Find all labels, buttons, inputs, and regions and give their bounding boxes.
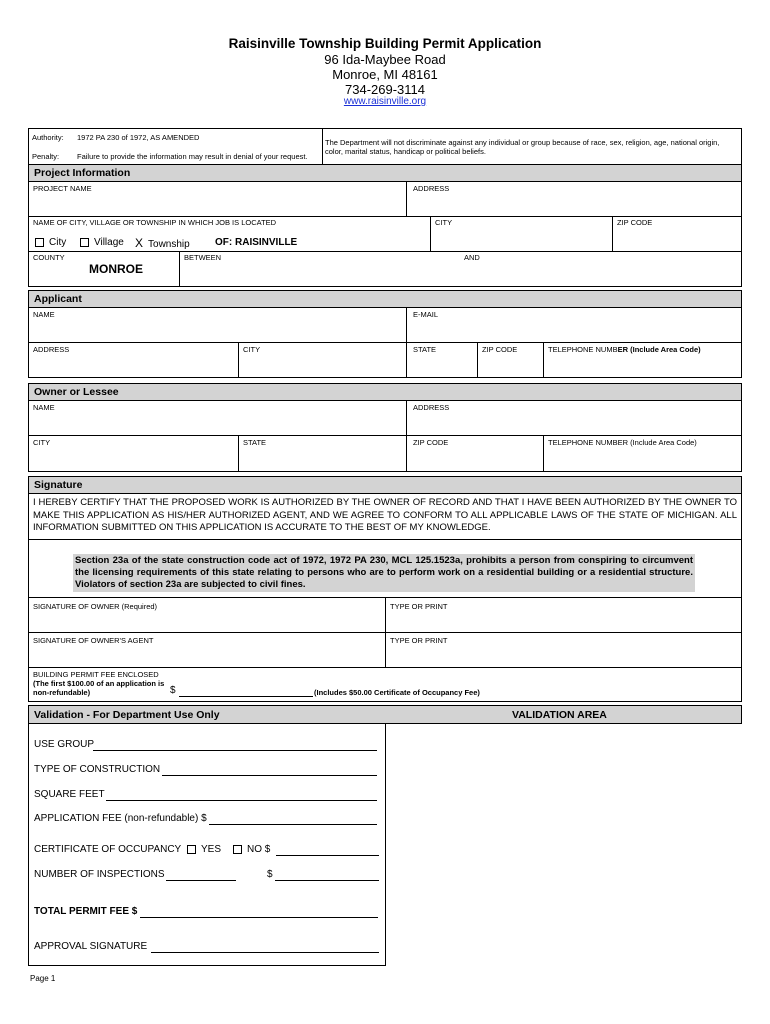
project-city-label: CITY <box>435 218 453 227</box>
certificate-occupancy-label: CERTIFICATE OF OCCUPANCY <box>34 844 182 855</box>
construction-type-input[interactable] <box>162 775 377 776</box>
village-checkbox[interactable] <box>80 238 89 247</box>
owner-address-label: ADDRESS <box>413 403 450 412</box>
signature-heading: Signature <box>29 477 741 494</box>
owner-state-label: STATE <box>243 438 267 447</box>
application-fee-input[interactable] <box>209 824 377 825</box>
page-number: Page 1 <box>30 974 56 983</box>
applicant-phone-label: TELEPHONE NUMBER (Include Area Code) <box>548 345 701 354</box>
inspections-count-input[interactable] <box>166 880 236 881</box>
certification-statement: I HEREBY CERTIFY THAT THE PROPOSED WORK IS AUTHORIZED BY THE OWNER OF RECORD AND THAT I HAVE BEEN AUTHORIZED BY THE OWNER TO MAKE THIS APPLICATION AS HIS/HER AUTHORIZED AGENT, AND WE AGREE TO CONFORM TO ALL APPLICABLE LAWS OF THE STATE OF MICHIGAN. ALL INFORMATION SUBMITTED ON THIS APPLICATION IS ACCURATE TO THE BEST OF MY KNOWLEDGE. <box>33 497 737 533</box>
township-phone: 734-269-3114 <box>345 82 425 97</box>
applicant-section <box>28 290 742 378</box>
authority-label: Authority: <box>32 133 64 142</box>
project-information-heading: Project Information <box>29 165 741 182</box>
owner-signature-label: SIGNATURE OF OWNER (Required) <box>33 602 158 611</box>
applicant-name-label: NAME <box>33 310 55 319</box>
jurisdiction-label: NAME OF CITY, VILLAGE OR TOWNSHIP IN WHICH JOB IS LOCATED <box>33 218 277 227</box>
between-label: BETWEEN <box>184 253 222 262</box>
signature-section <box>28 476 742 702</box>
penalty-value: Failure to provide the information may result in denial of your request. <box>77 152 308 161</box>
use-group-input[interactable] <box>93 750 377 751</box>
jurisdiction-value: OF: RAISINVILLE <box>215 237 298 248</box>
permit-fee-note-2: non-refundable) <box>33 688 91 697</box>
village-option[interactable]: Village <box>80 237 124 248</box>
owner-phone-label: TELEPHONE NUMBER (Include Area Code) <box>548 438 697 447</box>
inspections-dollar: $ <box>267 869 273 880</box>
applicant-address-label: ADDRESS <box>33 345 70 354</box>
city-checkbox[interactable] <box>35 238 44 247</box>
project-zip-label: ZIP CODE <box>617 218 653 227</box>
permit-fee-dollar: $ <box>170 685 176 696</box>
permit-fee-label: BUILDING PERMIT FEE ENCLOSED <box>33 670 159 679</box>
project-address-label: ADDRESS <box>413 184 450 193</box>
occupancy-no-checkbox[interactable] <box>233 845 242 854</box>
township-website-link[interactable]: www.raisinville.org <box>343 96 427 107</box>
agent-type-print-label: TYPE OR PRINT <box>390 636 448 645</box>
approval-signature-input[interactable] <box>151 952 379 953</box>
applicant-zip-label: ZIP CODE <box>482 345 518 354</box>
applicant-email-label: E-MAIL <box>413 310 439 319</box>
construction-type-label: TYPE OF CONSTRUCTION <box>34 764 161 775</box>
validation-header <box>28 705 742 724</box>
applicant-heading: Applicant <box>29 291 741 308</box>
nondiscrimination-statement: The Department will not discriminate against any individual or group because of race, sex, religion, age, national origin, color, marital status, handicap or political beliefs. <box>325 138 720 156</box>
owner-zip-label: ZIP CODE <box>413 438 449 447</box>
approval-signature-label: APPROVAL SIGNATURE <box>34 941 148 952</box>
applicant-state-label: STATE <box>413 345 437 354</box>
owner-section <box>28 383 742 472</box>
permit-fee-includes: (Includes $50.00 Certificate of Occupancy Fee) <box>314 688 480 697</box>
occupancy-yes-checkbox[interactable] <box>187 845 196 854</box>
validation-area-heading: VALIDATION AREA <box>512 709 607 721</box>
project-information-section <box>28 164 742 287</box>
section-23a-notice: Section 23a of the state construction code act of 1972, 1972 PA 230, MCL 125.1523a, prohibits a person from conspiring to circumvent the licensing requirements of this state relating to persons who are to perform work on a residential building or a residential structure. Violators of section 23a are subjected to civil fines. <box>75 555 693 590</box>
square-feet-input[interactable] <box>106 800 377 801</box>
owner-type-print-label: TYPE OR PRINT <box>390 602 448 611</box>
agent-signature-label: SIGNATURE OF OWNER'S AGENT <box>33 636 154 645</box>
township-check-mark: X <box>135 236 144 250</box>
township-city-state-zip: Monroe, MI 48161 <box>332 67 438 82</box>
page-title: Raisinville Township Building Permit Application <box>228 36 542 51</box>
square-feet-label: SQUARE FEET <box>34 789 105 800</box>
permit-fee-input[interactable] <box>179 696 313 697</box>
authority-box <box>28 128 742 165</box>
and-label: AND <box>464 253 480 262</box>
validation-heading: Validation - For Department Use Only <box>34 709 220 721</box>
township-address: 96 Ida-Maybee Road <box>324 52 446 67</box>
use-group-label: USE GROUP <box>34 739 95 750</box>
inspections-fee-input[interactable] <box>275 880 379 881</box>
application-fee-label: APPLICATION FEE (non-refundable) $ <box>34 813 207 824</box>
penalty-label: Penalty: <box>32 152 60 161</box>
occupancy-no-option[interactable]: NO $ <box>233 844 270 855</box>
city-option[interactable]: City <box>35 237 66 248</box>
occupancy-fee-input[interactable] <box>276 855 379 856</box>
applicant-city-label: CITY <box>243 345 261 354</box>
township-option[interactable]: X Township <box>135 236 190 250</box>
project-name-label: PROJECT NAME <box>33 184 92 193</box>
occupancy-yes-option[interactable]: YES <box>187 844 221 855</box>
total-fee-input[interactable] <box>140 917 378 918</box>
county-value: MONROE <box>89 262 143 276</box>
owner-city-label: CITY <box>33 438 51 447</box>
inspections-label: NUMBER OF INSPECTIONS <box>34 869 165 880</box>
owner-name-label: NAME <box>33 403 55 412</box>
county-label: COUNTY <box>33 253 65 262</box>
owner-heading: Owner or Lessee <box>29 384 741 401</box>
authority-value: 1972 PA 230 of 1972, AS AMENDED <box>77 133 200 142</box>
permit-fee-note-1: (The first $100.00 of an application is <box>33 679 165 688</box>
validation-form <box>28 723 386 966</box>
total-fee-label: TOTAL PERMIT FEE $ <box>34 906 138 917</box>
